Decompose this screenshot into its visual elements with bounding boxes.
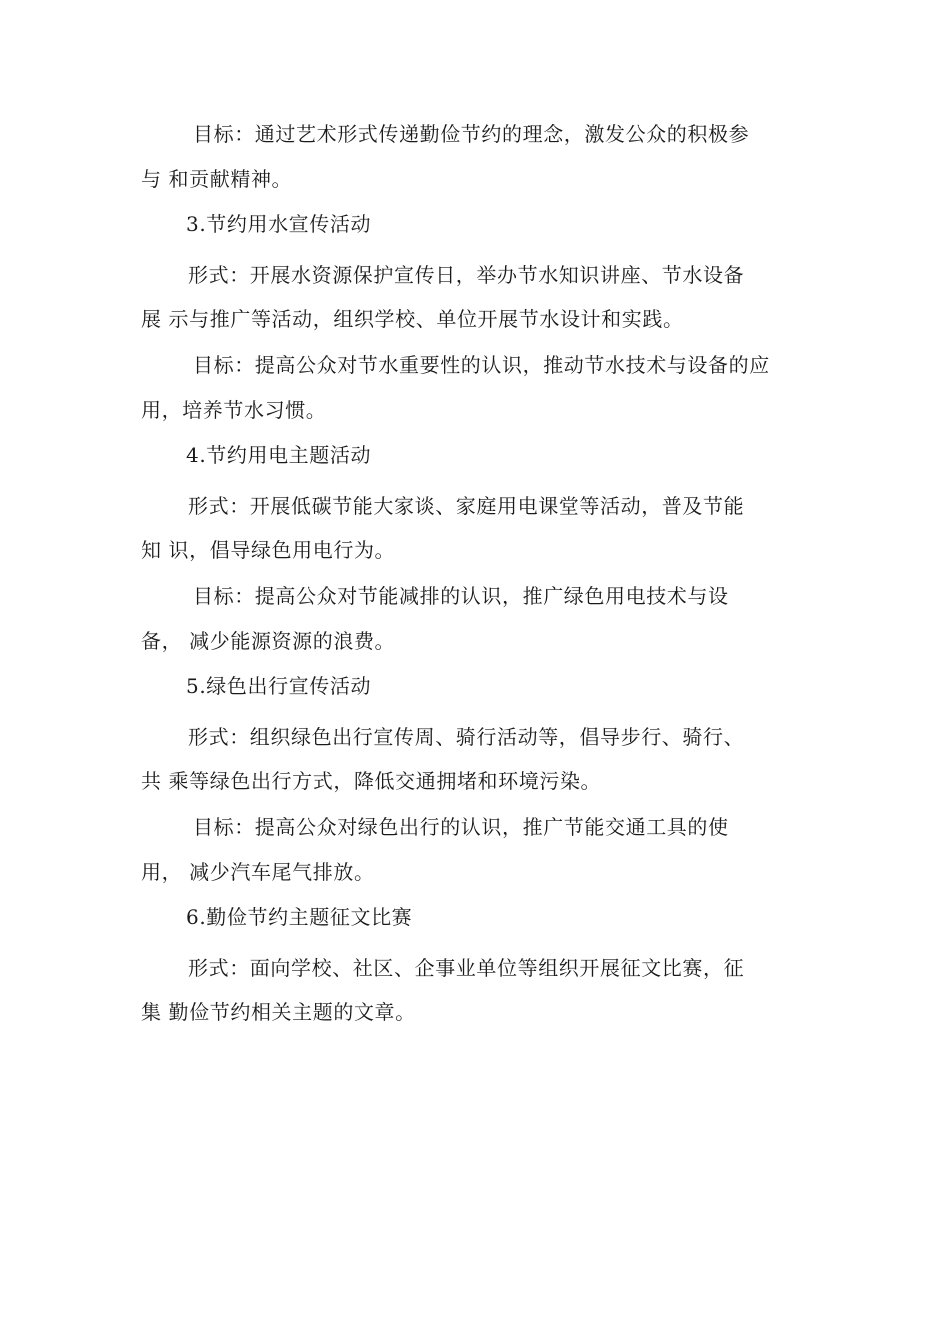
- goal-text-art: 目标：通过艺术形式传递勤俭节约的理念，激发公众的积极参: [193, 122, 750, 146]
- section-heading-6: 6.勤俭节约主题征文比赛: [186, 905, 413, 929]
- form-text-travel: 形式：组织绿色出行宣传周、骑行活动等，倡导步行、骑行、: [188, 725, 745, 749]
- goal-text-travel: 目标：提高公众对绿色出行的认识，推广节能交通工具的使: [193, 815, 729, 839]
- goal-text-electricity-cont: 备， 减少能源资源的浪费。: [141, 629, 396, 653]
- form-text-essay: 形式：面向学校、社区、企事业单位等组织开展征文比赛，征: [188, 956, 745, 980]
- form-text-water-cont: 展 示与推广等活动，组织学校、单位开展节水设计和实践。: [141, 307, 684, 331]
- goal-text-art-cont: 与 和贡献精神。: [141, 167, 293, 191]
- form-text-essay-cont: 集 勤俭节约相关主题的文章。: [141, 1000, 416, 1024]
- section-heading-4: 4.节约用电主题活动: [186, 443, 372, 467]
- goal-text-water: 目标：提高公众对节水重要性的认识，推动节水技术与设备的应: [193, 353, 770, 377]
- form-text-electricity: 形式：开展低碳节能大家谈、家庭用电课堂等活动，普及节能: [188, 494, 745, 518]
- form-text-travel-cont: 共 乘等绿色出行方式，降低交通拥堵和环境污染。: [141, 769, 602, 793]
- goal-text-water-cont: 用，培养节水习惯。: [141, 398, 327, 422]
- form-text-water: 形式：开展水资源保护宣传日，举办节水知识讲座、节水设备: [188, 263, 745, 287]
- section-heading-3: 3.节约用水宣传活动: [186, 212, 372, 236]
- section-heading-5: 5.绿色出行宣传活动: [186, 674, 372, 698]
- form-text-electricity-cont: 知 识，倡导绿色用电行为。: [141, 538, 396, 562]
- goal-text-electricity: 目标：提高公众对节能减排的认识，推广绿色用电技术与设: [193, 584, 729, 608]
- goal-text-travel-cont: 用， 减少汽车尾气排放。: [141, 860, 375, 884]
